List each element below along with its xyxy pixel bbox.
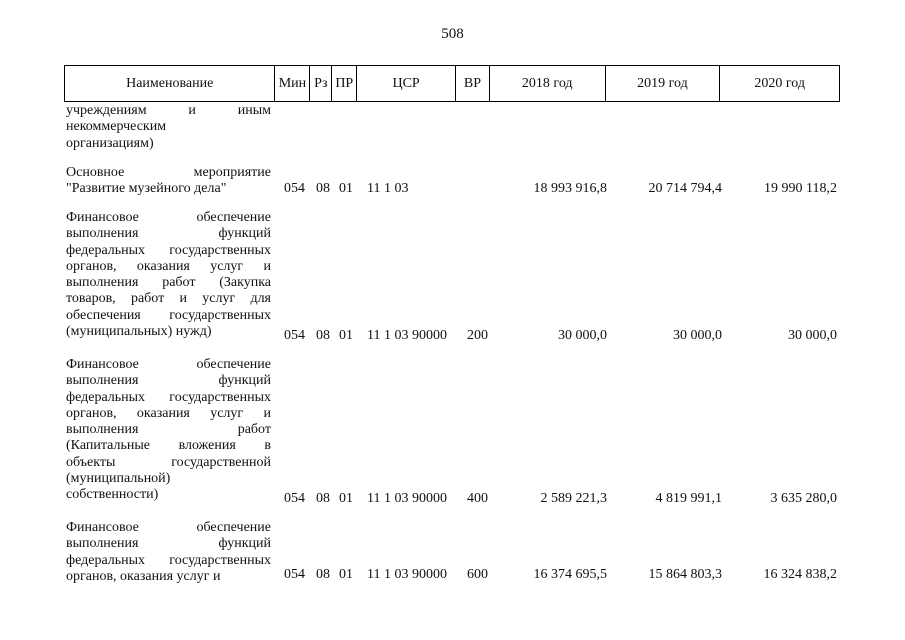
row-name-line: Финансовое обеспечение — [66, 210, 271, 225]
row-name-line: товаров, работ и услуг для — [66, 291, 271, 307]
row-name-line: органов, оказания услуг и — [66, 568, 221, 584]
cell-min: 054 — [284, 181, 305, 196]
row-name-line: выполнения функций — [66, 373, 271, 389]
row-name — [66, 357, 271, 504]
column-header-vr: ВР — [456, 66, 490, 101]
cell-2019: 20 714 794,4 — [648, 181, 722, 196]
cell-csr: 11 1 03 90000 — [367, 491, 447, 506]
row-name-line: организациям) — [66, 135, 154, 151]
row-name-line: органов, оказания услуг и — [66, 405, 271, 421]
cell-2018: 2 589 221,3 — [540, 491, 607, 506]
row-name-line: выполнения работ — [66, 422, 271, 438]
row-name — [66, 103, 271, 152]
cell-2020: 3 635 280,0 — [770, 491, 837, 506]
row-name — [66, 210, 271, 340]
row-name-line: Основное мероприятие — [66, 165, 271, 180]
cell-2019: 4 819 991,1 — [655, 491, 722, 506]
cell-pr: 01 — [339, 491, 353, 506]
cell-pr: 01 — [339, 328, 353, 343]
cell-vr: 200 — [467, 328, 488, 343]
row-name-line: объекты государственной — [66, 454, 271, 470]
cell-min: 054 — [284, 567, 305, 582]
column-header-rz: Рз — [310, 66, 332, 101]
column-header-pr: ПР — [332, 66, 357, 101]
cell-2018: 18 993 916,8 — [533, 181, 607, 196]
cell-pr: 01 — [339, 181, 353, 196]
cell-rz: 08 — [316, 328, 330, 343]
row-name-line: выполнения работ (Закупка — [66, 275, 271, 291]
cell-2020: 16 324 838,2 — [763, 567, 837, 582]
row-name — [66, 520, 271, 585]
column-header-csr: ЦСР — [357, 66, 456, 101]
cell-2020: 30 000,0 — [788, 328, 837, 343]
table-header — [64, 65, 840, 102]
cell-vr: 400 — [467, 491, 488, 506]
cell-2019: 15 864 803,3 — [648, 567, 722, 582]
row-name — [66, 165, 271, 198]
page-number: 508 — [441, 26, 464, 42]
row-name-line: федеральных государственных — [66, 552, 271, 568]
cell-rz: 08 — [316, 491, 330, 506]
column-header-2018: 2018 год — [490, 66, 606, 101]
column-header-2020: 2020 год — [754, 75, 805, 91]
row-name-line: выполнения функций — [66, 536, 271, 552]
column-header-name: Наименование — [65, 66, 275, 101]
row-name-line: (муниципальной) — [66, 471, 171, 487]
cell-2018: 30 000,0 — [558, 328, 607, 343]
row-name-line: органов, оказания услуг и — [66, 258, 271, 274]
cell-csr: 11 1 03 90000 — [367, 328, 447, 343]
row-name-line: "Развитие музейного дела" — [66, 181, 227, 197]
cell-vr: 600 — [467, 567, 488, 582]
row-name-line: федеральных государственных — [66, 242, 271, 258]
row-name-line: некоммерческим — [66, 119, 167, 135]
cell-csr: 11 1 03 90000 — [367, 567, 447, 582]
cell-rz: 08 — [316, 567, 330, 582]
cell-2019: 30 000,0 — [673, 328, 722, 343]
row-name-line: федеральных государственных — [66, 389, 271, 405]
cell-csr: 11 1 03 — [367, 181, 409, 196]
cell-rz: 08 — [316, 181, 330, 196]
cell-min: 054 — [284, 328, 305, 343]
row-name-line: (Капитальные вложения в — [66, 438, 271, 454]
row-name-line: выполнения функций — [66, 226, 271, 242]
cell-pr: 01 — [339, 567, 353, 582]
row-name-line: Финансовое обеспечение — [66, 520, 271, 535]
cell-2018: 16 374 695,5 — [533, 567, 607, 582]
cell-2020: 19 990 118,2 — [764, 181, 837, 196]
row-name-line: собственности) — [66, 487, 159, 503]
column-header-2019: 2019 год — [606, 66, 721, 101]
row-name-line: учреждениям и иным — [66, 103, 271, 118]
column-header-min: Мин — [275, 66, 310, 101]
row-name-line: обеспечения государственных — [66, 307, 271, 323]
cell-min: 054 — [284, 491, 305, 506]
row-name-line: (муниципальных) нужд) — [66, 324, 212, 340]
row-name-line: Финансовое обеспечение — [66, 357, 271, 372]
